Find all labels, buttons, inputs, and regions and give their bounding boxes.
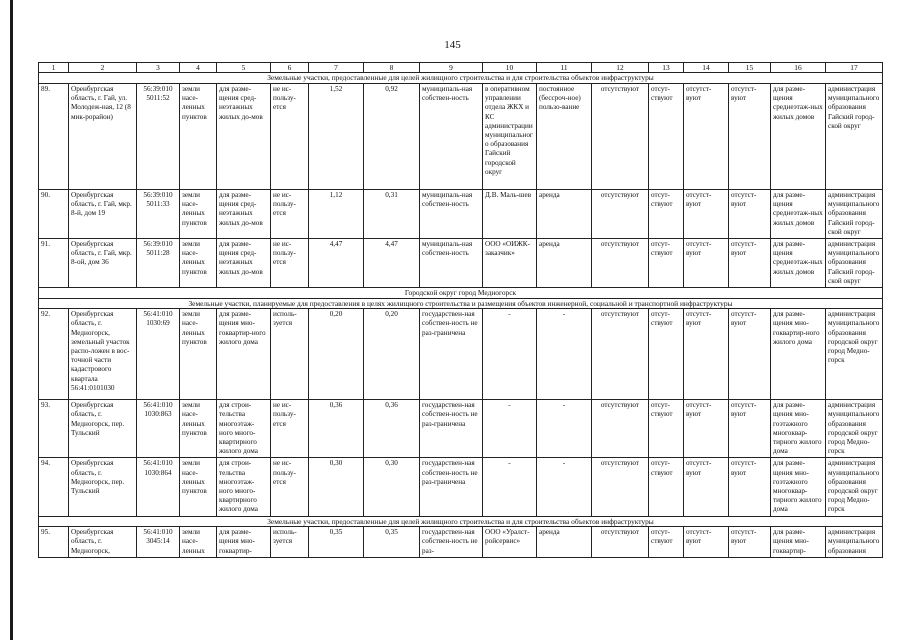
right-holder-cell: - xyxy=(483,400,537,458)
address-cell: Оренбургская область, г. Медногорск, земельный участок распо-ложен в вос-точной части кадастрового квартала 56:41:0101030 xyxy=(69,309,137,400)
planned-use-cell: для разме-щения мно-гоквартир- xyxy=(771,527,826,558)
address-cell: Оренбургская область, г. Гай, мкр. 8-ой, дом 36 xyxy=(69,239,137,288)
area-free-cell: 0,35 xyxy=(364,527,420,558)
ownership-cell: муниципаль-ная собствен-ность xyxy=(420,189,483,238)
column-number: 15 xyxy=(729,63,771,73)
table-row xyxy=(39,309,883,400)
restriction-cell: отсут-ствуют xyxy=(649,400,684,458)
restriction-cell: отсутст-вуют xyxy=(684,239,729,288)
section-heading: Городской округ город Медногорск xyxy=(39,288,883,298)
table-row xyxy=(39,239,883,288)
restriction-cell: отсут-ствуют xyxy=(649,189,684,238)
land-category-cell: земли насе-ленных пунктов xyxy=(180,189,217,238)
cadastral-number-cell: 56:39:010 5011:28 xyxy=(137,239,180,288)
right-holder-cell: в оперативном управлении отдела ЖКХ и КС администрации муниципального образования Гайский городской округ xyxy=(483,83,537,189)
address-cell: Оренбургская область, г. Медногорск, пер. Тульский xyxy=(69,458,137,516)
right-type-cell: аренда xyxy=(537,189,592,238)
permitted-use-cell: для разме-щения сред-неэтажных жилых до-мов xyxy=(217,239,271,288)
permitted-use-cell: для разме-щения мно-гоквартир-ного жилого дома xyxy=(217,309,271,400)
area-total-cell: 0,30 xyxy=(309,458,364,516)
right-type-cell: аренда xyxy=(537,239,592,288)
usage-status-cell: не ис-пользу-ется xyxy=(271,458,309,516)
usage-status-cell: не ис-пользу-ется xyxy=(271,189,309,238)
row-number: 91. xyxy=(39,239,69,288)
row-number: 89. xyxy=(39,83,69,189)
cadastral-number-cell: 56:41:010 1030:864 xyxy=(137,458,180,516)
column-number: 8 xyxy=(364,63,420,73)
ownership-cell: государствен-ная собствен-ность не раз- xyxy=(420,527,483,558)
usage-status-cell: не ис-пользу-ется xyxy=(271,239,309,288)
restriction-cell: отсут-ствуют xyxy=(649,239,684,288)
administrator-cell: администрация муниципального образования Гайский город-ской округ xyxy=(826,189,883,238)
column-number: 3 xyxy=(137,63,180,73)
column-number: 10 xyxy=(483,63,537,73)
planned-use-cell: для разме-щения среднеэтаж-ных жилых домов xyxy=(771,239,826,288)
restriction-cell: отсутст-вуют xyxy=(729,189,771,238)
restriction-cell: отсут-ствуют xyxy=(649,458,684,516)
restriction-cell: отсутст-вуют xyxy=(684,400,729,458)
administrator-cell: администрация муниципального образования городской округ город Медно-горск xyxy=(826,400,883,458)
cadastral-number-cell: 56:41:010 3045:14 xyxy=(137,527,180,558)
restriction-cell: отсутст-вуют xyxy=(729,458,771,516)
encumbrance-cell: отсутствуют xyxy=(592,458,649,516)
column-number: 14 xyxy=(684,63,729,73)
right-holder-cell: ООО «ОИЖК-заказчик» xyxy=(483,239,537,288)
planned-use-cell: для разме-щения среднеэтаж-ных жилых домов xyxy=(771,83,826,189)
table-row xyxy=(39,83,883,189)
encumbrance-cell: отсутствуют xyxy=(592,527,649,558)
encumbrance-cell: отсутствуют xyxy=(592,189,649,238)
column-number: 7 xyxy=(309,63,364,73)
column-number-row xyxy=(39,63,883,73)
column-number: 17 xyxy=(826,63,883,73)
cadastral-number-cell: 56:39:010 5011:52 xyxy=(137,83,180,189)
planned-use-cell: для разме-щения мно-гоэтажного многоквар-тирного жилого дома xyxy=(771,458,826,516)
restriction-cell: отсутст-вуют xyxy=(684,458,729,516)
right-holder-cell: - xyxy=(483,309,537,400)
restriction-cell: отсутст-вуют xyxy=(684,527,729,558)
restriction-cell: отсут-ствуют xyxy=(649,309,684,400)
usage-status-cell: не ис-пользу-ется xyxy=(271,400,309,458)
ownership-cell: государствен-ная собствен-ность не раз-граничена xyxy=(420,458,483,516)
section-heading: Земельные участки, планируемые для предоставления в целях жилищного строительства и размещения объектов инженерной, социальной и транспортной инфраструктуры xyxy=(39,298,883,308)
right-type-cell: - xyxy=(537,458,592,516)
address-cell: Оренбургская область, г. Медногорск, пер. Тульский xyxy=(69,400,137,458)
column-number: 1 xyxy=(39,63,69,73)
restriction-cell: отсут-ствуют xyxy=(649,527,684,558)
row-number: 94. xyxy=(39,458,69,516)
ownership-cell: государствен-ная собствен-ность не раз-граничена xyxy=(420,309,483,400)
administrator-cell: администрация муниципального образования xyxy=(826,527,883,558)
page-number: 145 xyxy=(444,39,461,51)
right-type-cell: аренда xyxy=(537,527,592,558)
cadastral-number-cell: 56:41:010 1030:69 xyxy=(137,309,180,400)
land-category-cell: земли насе-ленных пунктов xyxy=(180,83,217,189)
ownership-cell: государствен-ная собствен-ность не раз-граничена xyxy=(420,400,483,458)
land-category-cell: земли насе-ленных пунктов xyxy=(180,400,217,458)
area-total-cell: 4,47 xyxy=(309,239,364,288)
planned-use-cell: для разме-щения мно-гоквартир-ного жилого дома xyxy=(771,309,826,400)
ownership-cell: муниципаль-ная собствен-ность xyxy=(420,83,483,189)
row-number: 95. xyxy=(39,527,69,558)
encumbrance-cell: отсутствуют xyxy=(592,309,649,400)
encumbrance-cell: отсутствуют xyxy=(592,239,649,288)
restriction-cell: отсутст-вуют xyxy=(729,527,771,558)
administrator-cell: администрация муниципального образования Гайский город-ской округ xyxy=(826,83,883,189)
table-row xyxy=(39,527,883,558)
permitted-use-cell: для строи-тельства многоэтаж-ного много-квартирного жилого дома xyxy=(217,458,271,516)
usage-status-cell: исполь-зуется xyxy=(271,309,309,400)
encumbrance-cell: отсутствуют xyxy=(592,400,649,458)
right-type-cell: - xyxy=(537,309,592,400)
area-free-cell: 4,47 xyxy=(364,239,420,288)
area-total-cell: 1,12 xyxy=(309,189,364,238)
section-heading-row xyxy=(39,288,883,298)
row-number: 90. xyxy=(39,189,69,238)
area-free-cell: 0,30 xyxy=(364,458,420,516)
area-total-cell: 0,36 xyxy=(309,400,364,458)
right-holder-cell: ООО «Уралст-ройсервис» xyxy=(483,527,537,558)
column-number: 6 xyxy=(271,63,309,73)
column-number: 5 xyxy=(217,63,271,73)
section-heading-row xyxy=(39,298,883,308)
restriction-cell: отсутст-вуют xyxy=(729,239,771,288)
address-cell: Оренбургская область, г. Гай, мкр. 8-й, дом 19 xyxy=(69,189,137,238)
restriction-cell: отсут-ствуют xyxy=(649,83,684,189)
address-cell: Оренбургская область, г. Медногорск, xyxy=(69,527,137,558)
column-number: 2 xyxy=(69,63,137,73)
area-total-cell: 0,35 xyxy=(309,527,364,558)
column-number: 13 xyxy=(649,63,684,73)
restriction-cell: отсутст-вуют xyxy=(684,309,729,400)
restriction-cell: отсутст-вуют xyxy=(729,83,771,189)
administrator-cell: администрация муниципального образования Гайский город-ской округ xyxy=(826,239,883,288)
ownership-cell: муниципаль-ная собствен-ность xyxy=(420,239,483,288)
administrator-cell: администрация муниципального образования городской округ город Медно-горск xyxy=(826,458,883,516)
row-number: 92. xyxy=(39,309,69,400)
restriction-cell: отсутст-вуют xyxy=(684,83,729,189)
section-heading: Земельные участки, предоставленные для целей жилищного строительства и для строительства объектов инфраструктуры xyxy=(39,73,883,83)
right-type-cell: постоянное (бессроч-ное) пользо-вание xyxy=(537,83,592,189)
permitted-use-cell: для разме-щения сред-неэтажных жилых до-мов xyxy=(217,189,271,238)
table-row xyxy=(39,458,883,516)
restriction-cell: отсутст-вуют xyxy=(684,189,729,238)
section-heading: Земельные участки, предоставленные для целей жилищного строительства и для строительства объектов инфраструктуры xyxy=(39,516,883,526)
column-number: 9 xyxy=(420,63,483,73)
area-free-cell: 0,92 xyxy=(364,83,420,189)
address-cell: Оренбургская область, г. Гай, ул. Молодеж-ная, 12 (8 мик-рорайон) xyxy=(69,83,137,189)
permitted-use-cell: для разме-щения мно-гоквартир- xyxy=(217,527,271,558)
usage-status-cell: исполь-зуется xyxy=(271,527,309,558)
restriction-cell: отсутст-вуют xyxy=(729,400,771,458)
encumbrance-cell: отсутствуют xyxy=(592,83,649,189)
land-plots-table xyxy=(38,62,883,558)
cadastral-number-cell: 56:39:010 5011:33 xyxy=(137,189,180,238)
planned-use-cell: для разме-щения среднеэтаж-ных жилых домов xyxy=(771,189,826,238)
restriction-cell: отсутст-вуют xyxy=(729,309,771,400)
area-free-cell: 0,20 xyxy=(364,309,420,400)
permitted-use-cell: для разме-щения сред-неэтажных жилых до-мов xyxy=(217,83,271,189)
area-total-cell: 1,52 xyxy=(309,83,364,189)
land-category-cell: земли насе-ленных xyxy=(180,527,217,558)
usage-status-cell: не ис-пользу-ется xyxy=(271,83,309,189)
section-heading-row xyxy=(39,516,883,526)
area-free-cell: 0,31 xyxy=(364,189,420,238)
land-category-cell: земли насе-ленных пунктов xyxy=(180,309,217,400)
row-number: 93. xyxy=(39,400,69,458)
area-free-cell: 0,36 xyxy=(364,400,420,458)
planned-use-cell: для разме-щения мно-гоэтажного многоквар-тирного жилого дома xyxy=(771,400,826,458)
cadastral-number-cell: 56:41:010 1030:863 xyxy=(137,400,180,458)
area-total-cell: 0,20 xyxy=(309,309,364,400)
column-number: 16 xyxy=(771,63,826,73)
section-heading-row xyxy=(39,73,883,83)
column-number: 4 xyxy=(180,63,217,73)
permitted-use-cell: для строи-тельства многоэтаж-ного много-квартирного жилого дома xyxy=(217,400,271,458)
scan-edge-line xyxy=(10,0,13,640)
right-type-cell: - xyxy=(537,400,592,458)
right-holder-cell: Д.В. Маль-шев xyxy=(483,189,537,238)
right-holder-cell: - xyxy=(483,458,537,516)
land-category-cell: земли насе-ленных пунктов xyxy=(180,239,217,288)
table-row xyxy=(39,400,883,458)
administrator-cell: администрация муниципального образования городской округ город Медно-горск xyxy=(826,309,883,400)
column-number: 12 xyxy=(592,63,649,73)
land-category-cell: земли насе-ленных пунктов xyxy=(180,458,217,516)
table-row xyxy=(39,189,883,238)
column-number: 11 xyxy=(537,63,592,73)
